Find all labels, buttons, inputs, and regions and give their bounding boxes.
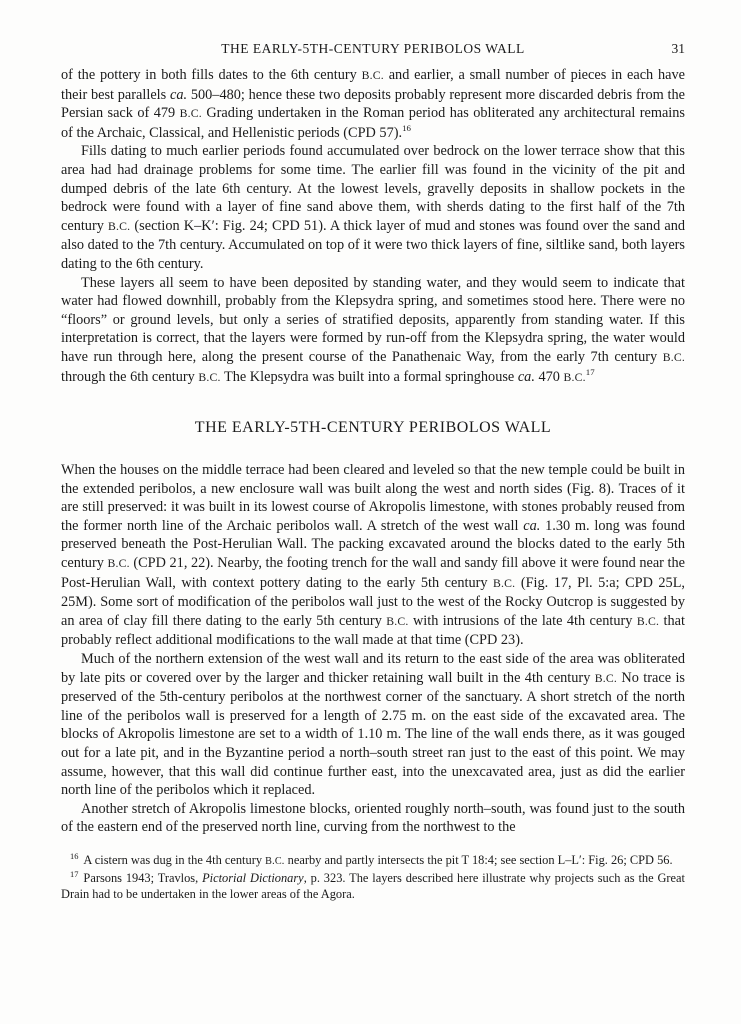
text-block (61, 40, 685, 902)
footnote-16-marker: 16 (70, 850, 79, 861)
body-paragraph-pottery-fills: of the pottery in both fills dates to the 6th century B.C. and earlier, a small number of pieces in each have their best parallels ca. 500–480; hence these two deposits probably represent more discarded debris from the Persian sack of 479 B.C. Grading undertaken in the Roman period has obliterated any architectural remains of the Archaic, Classical, and Hellenistic periods (CPD 57).$^{16}$ (61, 67, 685, 141)
footnotes-block (61, 852, 685, 902)
footnote-17 (61, 870, 685, 902)
running-header (61, 40, 685, 57)
footnote-17-text: Parsons 1943; Travlos, Pictorial Dictionary, p. 323. The layers described here illustrate why projects such as the Great Drain had to be undertaken in the lower areas of the Agora. (61, 870, 685, 901)
footnote-17-marker: 17 (70, 868, 79, 879)
section-heading-peribolos-wall: THE EARLY-5TH-CENTURY PERIBOLOS WALL (194, 419, 552, 437)
running-header-title: THE EARLY-5TH-CENTURY PERIBOLOS WALL (221, 41, 525, 56)
body-paragraph-standing-water: These layers all seem to have been deposited by standing water, and they would seem to indicate that water had flowed downhill, probably from the Klepsydra spring, and sometimes stood here. There were no “floors” or ground levels, but only a series of stratified deposits, apparently from standing water. If this interpretation is correct, that the layers were formed by run-off from the Klepsydra spring, the water would have run through here, along the present course of the Panathenaic Way, from the early 7th century B.C. through the 6th century B.C. The Klepsydra was built into a formal springhouse ca. 470 B.C.$^{17}$ (61, 274, 685, 385)
body-paragraph-drainage-fills: Fills dating to much earlier periods found accumulated over bedrock on the lower terrace show that this area had had drainage problems for some time. The earlier fill was found in the vicinity of the pit and dumped debris of the late 6th century. At the lowest levels, gravelly deposits in shallow pockets in the bedrock were found with a layer of fine sand above them, with sherds dating to the first half of the 7th century B.C. (section K–K′: Fig. 24; CPD 51). A thick layer of mud and stones was found over the sand and also dated to the 7th century. Accumulated on top of it were two thick layers of fine, siltlike sand, both layers dating to the 6th century. (61, 143, 685, 272)
body-paragraph-another-stretch: Another stretch of Akropolis limestone blocks, oriented roughly north–south, was found just to the south of the eastern end of the preserved north line, curving from the northwest to the (61, 800, 685, 836)
footnote-16 (61, 852, 685, 870)
page-number: 31 (671, 41, 685, 56)
body-paragraph-northern-extension: Much of the northern extension of the west wall and its return to the east side of the area was obliterated by late pits or covered over by the larger and thicker retaining wall built in the 4th century B.C. No trace is preserved of the 5th-century peribolos at the northwest corner of the sanctuary. A short stretch of the north line of the peribolos wall is preserved for a length of 2.75 m. on the east side of the excavated area. The blocks of Akropolis limestone are set to a width of 1.10 m. The line of the wall ends there, as it was gouged out for a late pit, and in the Byzantine period a north–south street ran just to the east of this point. We may assume, however, that this wall did continue further east, into the unexcavated area, just as did the earlier north line of the peribolos which it replaced. (61, 651, 685, 799)
footnote-16-text: A cistern was dug in the 4th century B.C. nearby and partly intersects the pit T 18:4; see section L–L′: Fig. 26; CPD 56. (83, 852, 673, 867)
body-paragraph-enclosure-wall: When the houses on the middle terrace had been cleared and leveled so that the new temple could be built in the extended peribolos, a new enclosure wall was built along the west and north sides (Fig. 8). Traces of it are still preserved: it was built in its lowest course of Akropolis limestone, with stones probably reused from the former north line of the Archaic peribolos wall. A stretch of the west wall ca. 1.30 m. long was found preserved beneath the Post-Herulian Wall. The packing excavated around the blocks dated to the early 5th century B.C. (CPD 21, 22). Nearby, the footing trench for the wall and sandy fill above it were found near the Post-Herulian Wall, with context pottery dating to the early 5th century B.C. (Fig. 17, Pl. 5:a; CPD 25L, 25M). Some sort of modification of the peribolos wall just to the west of the Rocky Outcrop is suggested by an area of clay fill there dating to the early 5th century B.C. with intrusions of the late 4th century B.C. that probably reflect additional modifications to the wall made at that time (CPD 23). (61, 462, 686, 649)
